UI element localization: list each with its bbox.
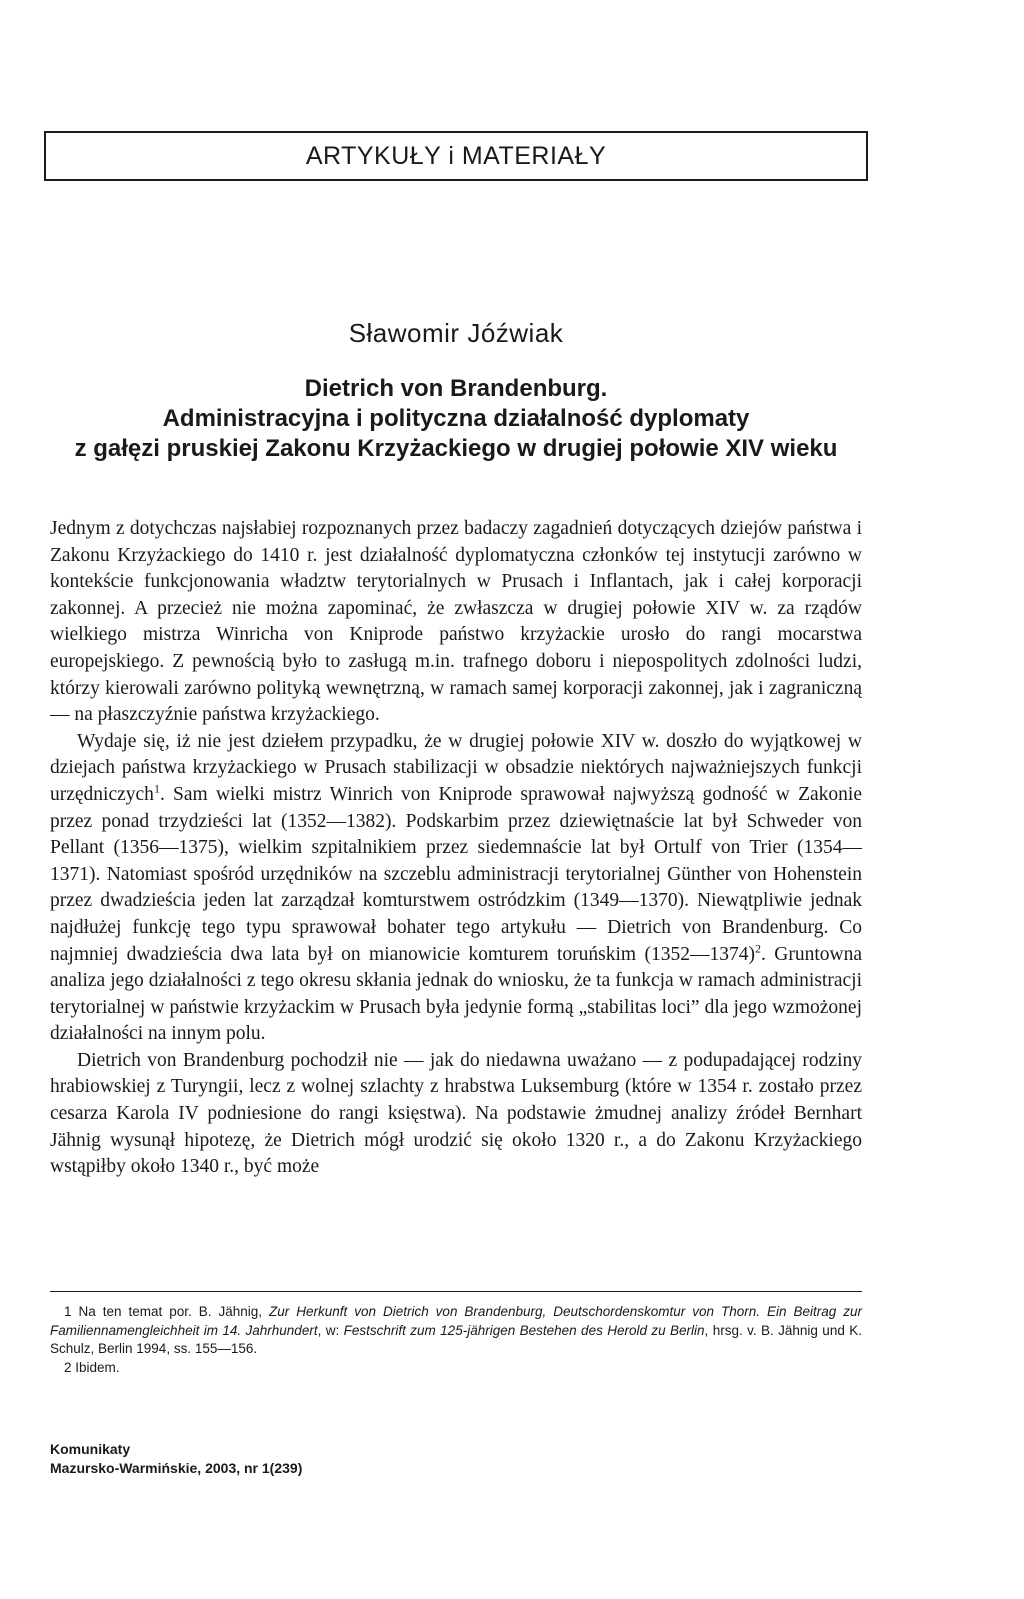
footnote-divider [50,1291,862,1292]
body-paragraph: Jednym z dotychczas najsłabiej rozpoznanych przez badaczy zagadnień dotyczących dziejów państwa i Zakonu Krzyżackiego do 1410 r. jest działalność dyplomatyczna członków tej instytucji zarówno w kontekście funkcjonowania władztw terytorialnych w Prusach i Inflantach, jak i całej korporacji zakonnej. A przecież nie można zapominać, że zwłaszcza w drugiej połowie XIV w. za rządów wielkiego mistrza Winricha von Kniprode państwo krzyżackie urosło do rangi mocarstwa europejskiego. Z pewnością było to zasługą m.in. trafnego doboru i niepospolitych zdolności ludzi, którzy kierowali zarówno polityką wewnętrzną, w ramach samej korporacji zakonnej, jak i zagraniczną — na płaszczyźnie państwa krzyżackiego. [50,518,862,726]
author-name: Sławomir Jóźwiak [348,318,564,348]
footnote-text: 1 Na ten temat por. B. Jähnig, [64,1304,269,1319]
footnote-ref[interactable]: 1 [153,781,160,796]
journal-issue: Mazursko-Warmińskie, 2003, nr 1(239) [50,1460,303,1476]
body-text-run: . Sam wielki mistrz Winrich von Kniprode sprawował najwyższą godność w Zakonie przez ponad trzydzieści lat (1352—1382). Podskarbim przez dziewiętnaście lat był Schweder von Pellant (1356—1375), wielkim szpitalnikiem przez siedemnaście lat był Ortulf von Trier (1354—1371). Natomiast spośród urzędników na szczeblu administracji terytorialnej Günther von Hohenstein przez dwadzieścia jeden lat zarządzał komturstwem ostródzkim (1349—1370). Niewątpliwie jednak najdłużej funkcję tego typu sprawował bohater tego artykułu — Dietrich von Brandenburg. Co najmniej dwadzieścia dwa lata był on mianowicie komturem toruńskim (1352—1374) [50,783,862,965]
body-text-run: Wydaje się, iż nie jest dziełem przypadku, że w drugiej połowie XIV w. doszło do wyjątkowej w dziejach państwa krzyżackiego w Prusach stabilizacji w obsadzie niektórych najważniejszych funkcji urzędniczych [50,730,862,805]
title-line: z gałęzi pruskiej Zakonu Krzyżackiego w drugiej połowie XIV wieku [74,435,838,462]
title-line: Dietrich von Brandenburg. [304,375,608,402]
footnotes [50,1303,862,1377]
article-body [50,516,862,1181]
footnote-2: 2 Ibidem. [64,1359,120,1375]
section-label: ARTYKUŁY i MATERIAŁY [305,141,607,170]
footnote-citation-title: Zur Herkunft von Dietrich von Brandenburg, Deutschordenskomtur von Thorn. Ein Beitrag zur Familiennamengleichheit im 14. Jahrhundert [50,1304,863,1338]
footnote-text: , w: [317,1322,344,1338]
footnote-citation-title: Festschrift zum 125-jährigen Bestehen des Herold zu Berlin [343,1322,705,1338]
title-line: Administracyjna i polityczna działalność dyplomaty [162,405,750,432]
body-paragraph [50,729,862,1048]
footnote-text: , hrsg. v. B. Jähnig und K. Schulz, Berlin 1994, ss. 155—156. [50,1322,862,1356]
footnote-ref[interactable]: 2 [754,941,761,955]
journal-info [50,1440,302,1478]
body-text-run: . Gruntowna analiza jego działalności z tego okresu skłania jednak do wniosku, że ta funkcja w ramach administracji terytorialnej w państwie krzyżackim w Prusach była jedynie formą „stabilitas loci” dla jego wzmożonej działalności na innym polu. [50,943,862,1045]
journal-name: Komunikaty [50,1441,131,1457]
body-paragraph: Dietrich von Brandenburg pochodził nie — jak do niedawna uważano — z podupadającej rodziny hrabiowskiej z Turyngii, lecz z wolnej szlachty z hrabstwa Luksemburg (które w 1354 r. zostało przez cesarza Karola IV podniesione do rangi księstwa). Na podstawie żmudnej analizy źródeł Bernhart Jähnig wysunął hipotezę, że Dietrich mógł urodzić się około 1320 r., a do Zakonu Krzyżackiego wstąpiłby około 1340 r., być może [50,1049,862,1178]
section-header-box [44,131,868,181]
footnote-1 [50,1303,862,1359]
article-title [0,374,912,464]
